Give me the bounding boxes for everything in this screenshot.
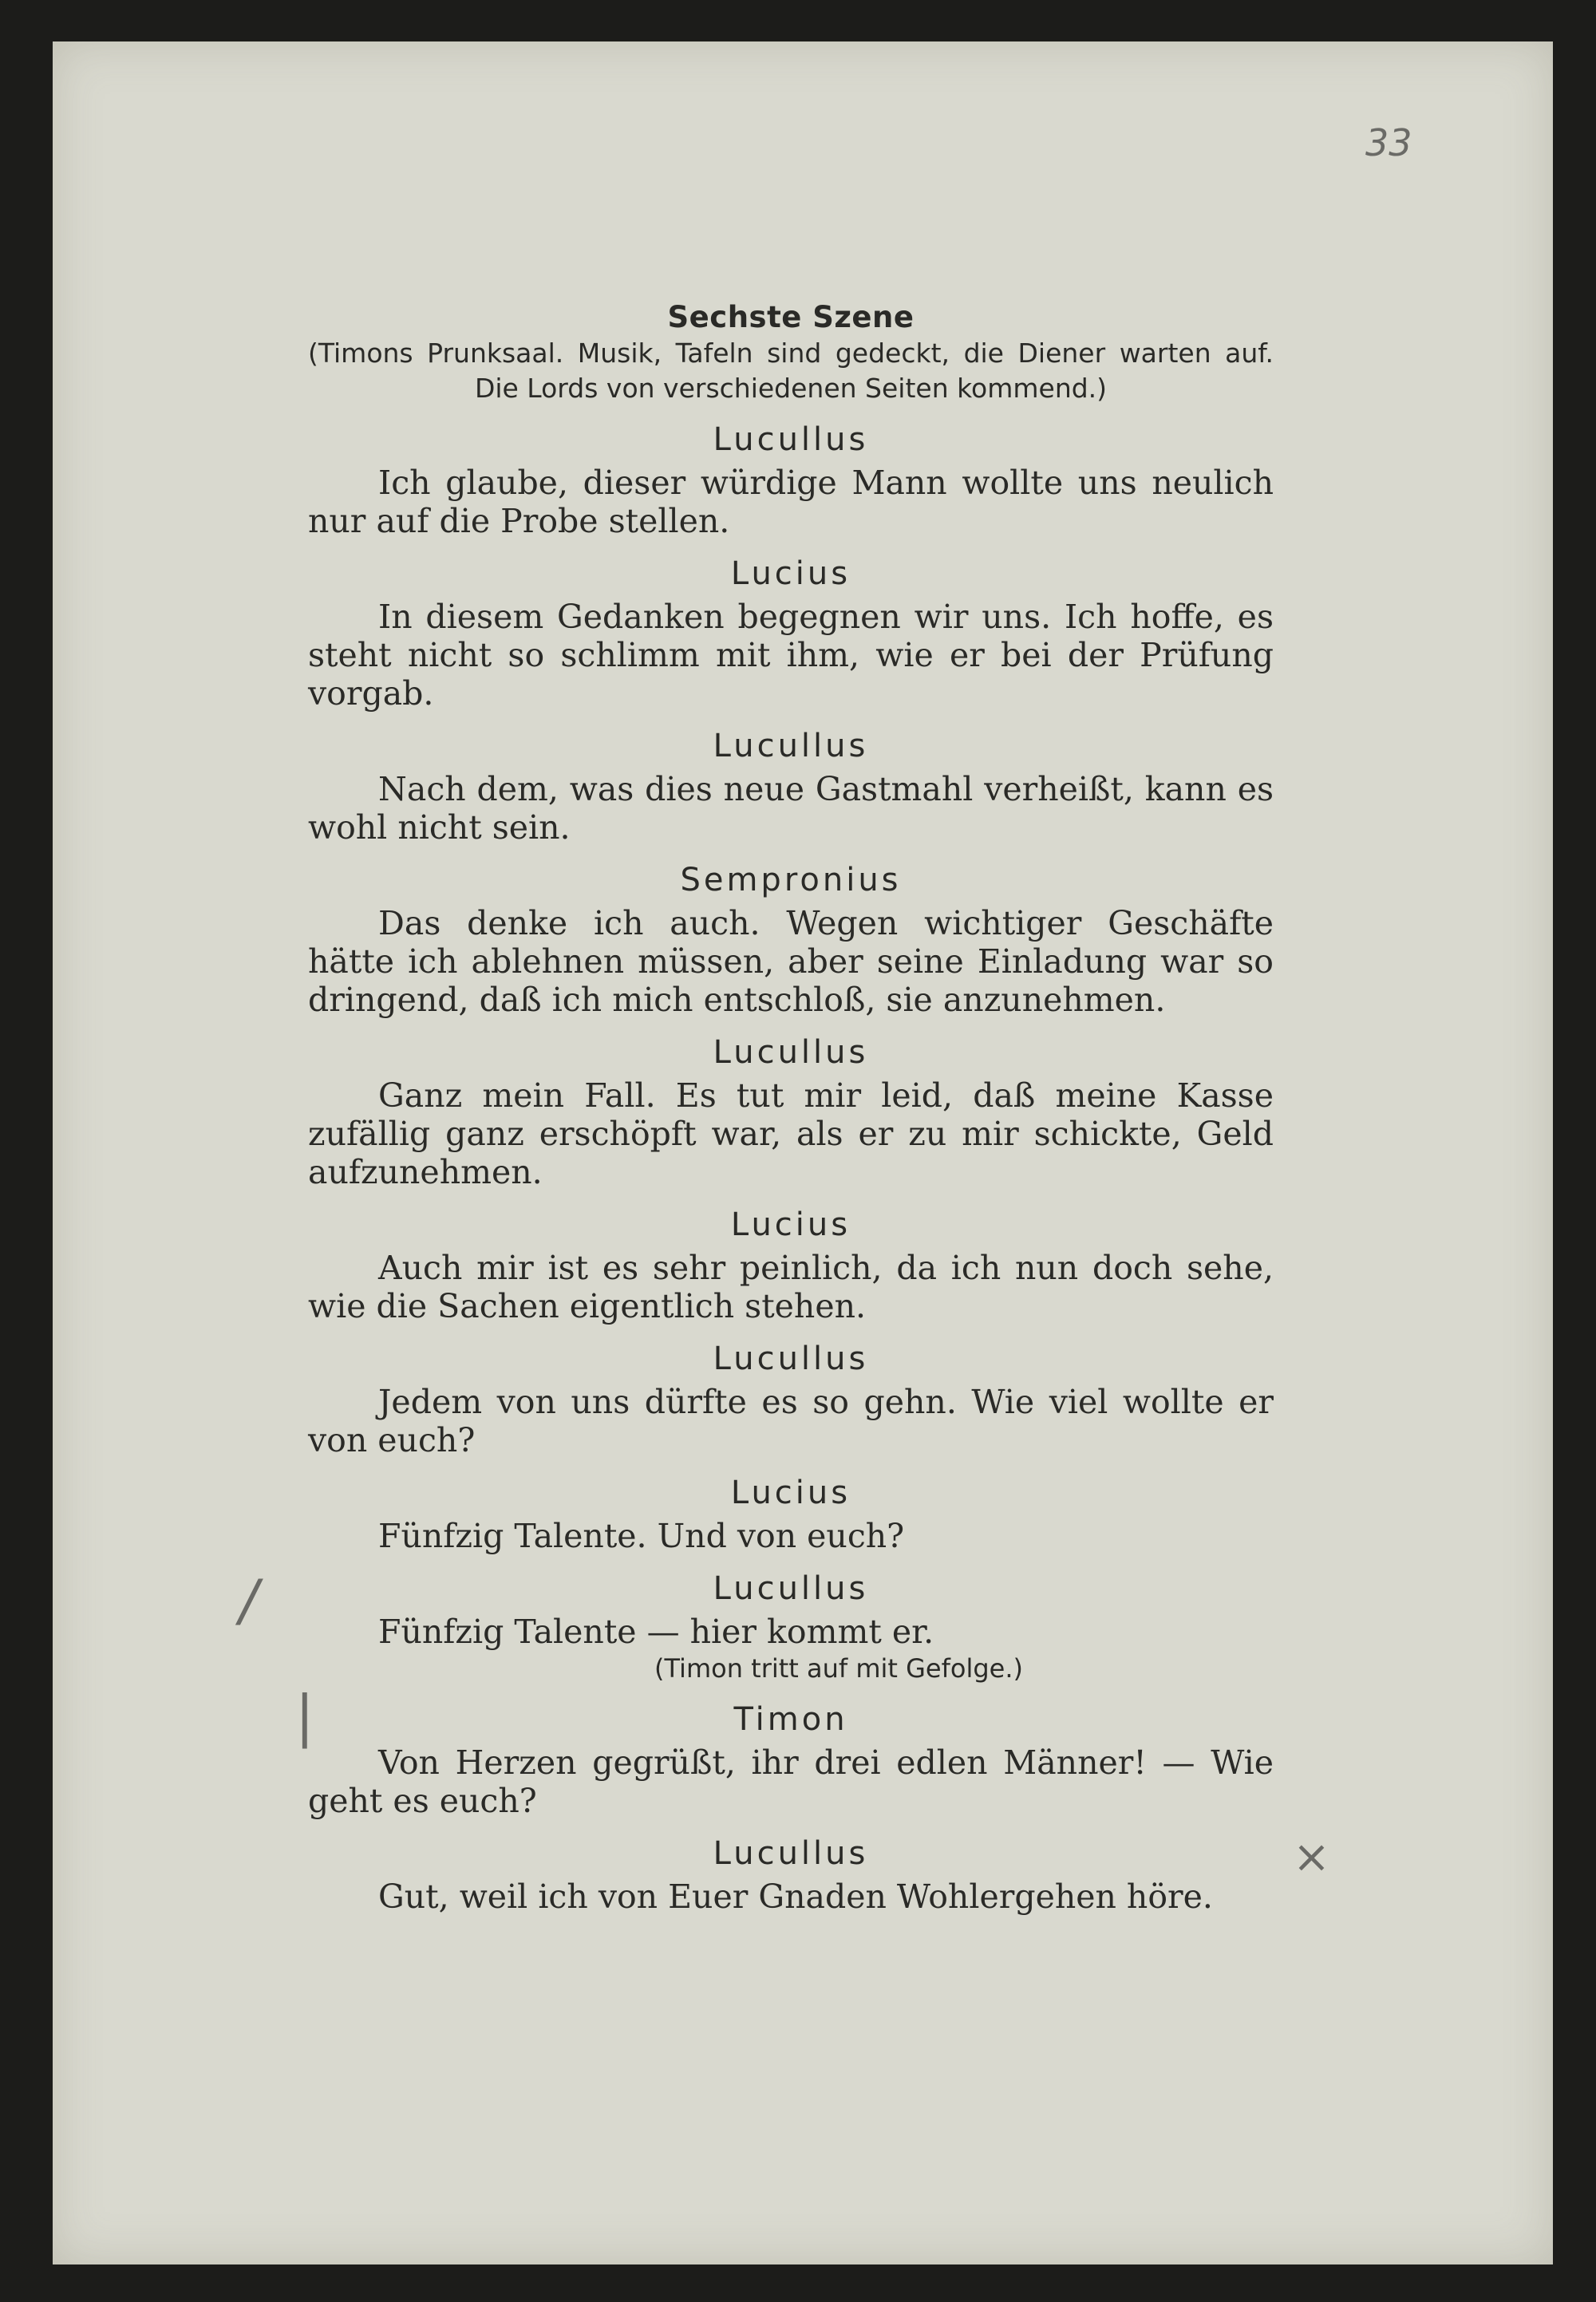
speaker-name: Lucullus bbox=[713, 1341, 869, 1377]
speaker-name: Lucullus bbox=[713, 728, 869, 764]
speech-text: Von Herzen gegrüßt, ihr drei edlen Männer! — Wie geht es euch? bbox=[308, 1743, 1274, 1820]
speech-text: Das denke ich auch. Wegen wichtiger Geschäfte hätte ich ablehnen müssen, aber seine Einladung war so dringend, daß ich mich entschloß, sie anzunehmen. bbox=[308, 904, 1274, 1019]
speech-text: Auch mir ist es sehr peinlich, da ich nun doch sehe, wie die Sachen eigentlich stehen. bbox=[308, 1249, 1274, 1325]
speaker-name: Lucullus bbox=[713, 1835, 869, 1872]
speech-text: Nach dem, was dies neue Gastmahl verheißt, kann es wohl nicht sein. bbox=[308, 770, 1274, 847]
scene-title: Sechste Szene bbox=[667, 300, 915, 334]
speech-text: Gut, weil ich von Euer Gnaden Wohlergehen höre. bbox=[378, 1878, 1213, 1916]
speech-text: Jedem von uns dürfte es so gehn. Wie viel wollte er von euch? bbox=[308, 1383, 1274, 1459]
speech-text: In diesem Gedanken begegnen wir uns. Ich hoffe, es steht nicht so schlimm mit ihm, wie er bei der Prüfung vorgab. bbox=[308, 598, 1274, 713]
pencil-mark-cross: × bbox=[1293, 1831, 1330, 1883]
scene-direction: (Timons Prunksaal. Musik, Tafeln sind gedeckt, die Diener warten auf. Die Lords von verschiedenen Seiten kommend.) bbox=[308, 338, 1274, 404]
speaker-name: Lucius bbox=[730, 1475, 851, 1511]
speaker-name: Lucullus bbox=[713, 421, 869, 458]
speech-text: Ich glaube, dieser würdige Mann wollte uns neulich nur auf die Probe stellen. bbox=[308, 464, 1274, 540]
speech-text: Ganz mein Fall. Es tut mir leid, daß meine Kasse zufällig ganz erschöpft war, als er zu mir schickte, Geld aufzunehmen. bbox=[308, 1076, 1274, 1191]
speech-text: Fünfzig Talente — hier kommt er. bbox=[378, 1613, 934, 1651]
pencil-mark-bracket: / bbox=[239, 1568, 259, 1633]
script-text bbox=[308, 254, 1274, 1916]
speaker-name: Lucullus bbox=[713, 1570, 869, 1607]
speech-text: Fünfzig Talente. Und von euch? bbox=[378, 1517, 905, 1555]
speaker-name: Lucius bbox=[730, 1206, 851, 1243]
speaker-name: Sempronius bbox=[680, 862, 902, 898]
speaker-name: Timon bbox=[733, 1701, 848, 1738]
speaker-name: Lucius bbox=[730, 555, 851, 592]
pencil-mark-bracket: | bbox=[295, 1684, 314, 1749]
stage-direction: (Timon tritt auf mit Gefolge.) bbox=[654, 1653, 1023, 1684]
page-number: 33 bbox=[1365, 121, 1412, 164]
speaker-name: Lucullus bbox=[713, 1034, 869, 1071]
